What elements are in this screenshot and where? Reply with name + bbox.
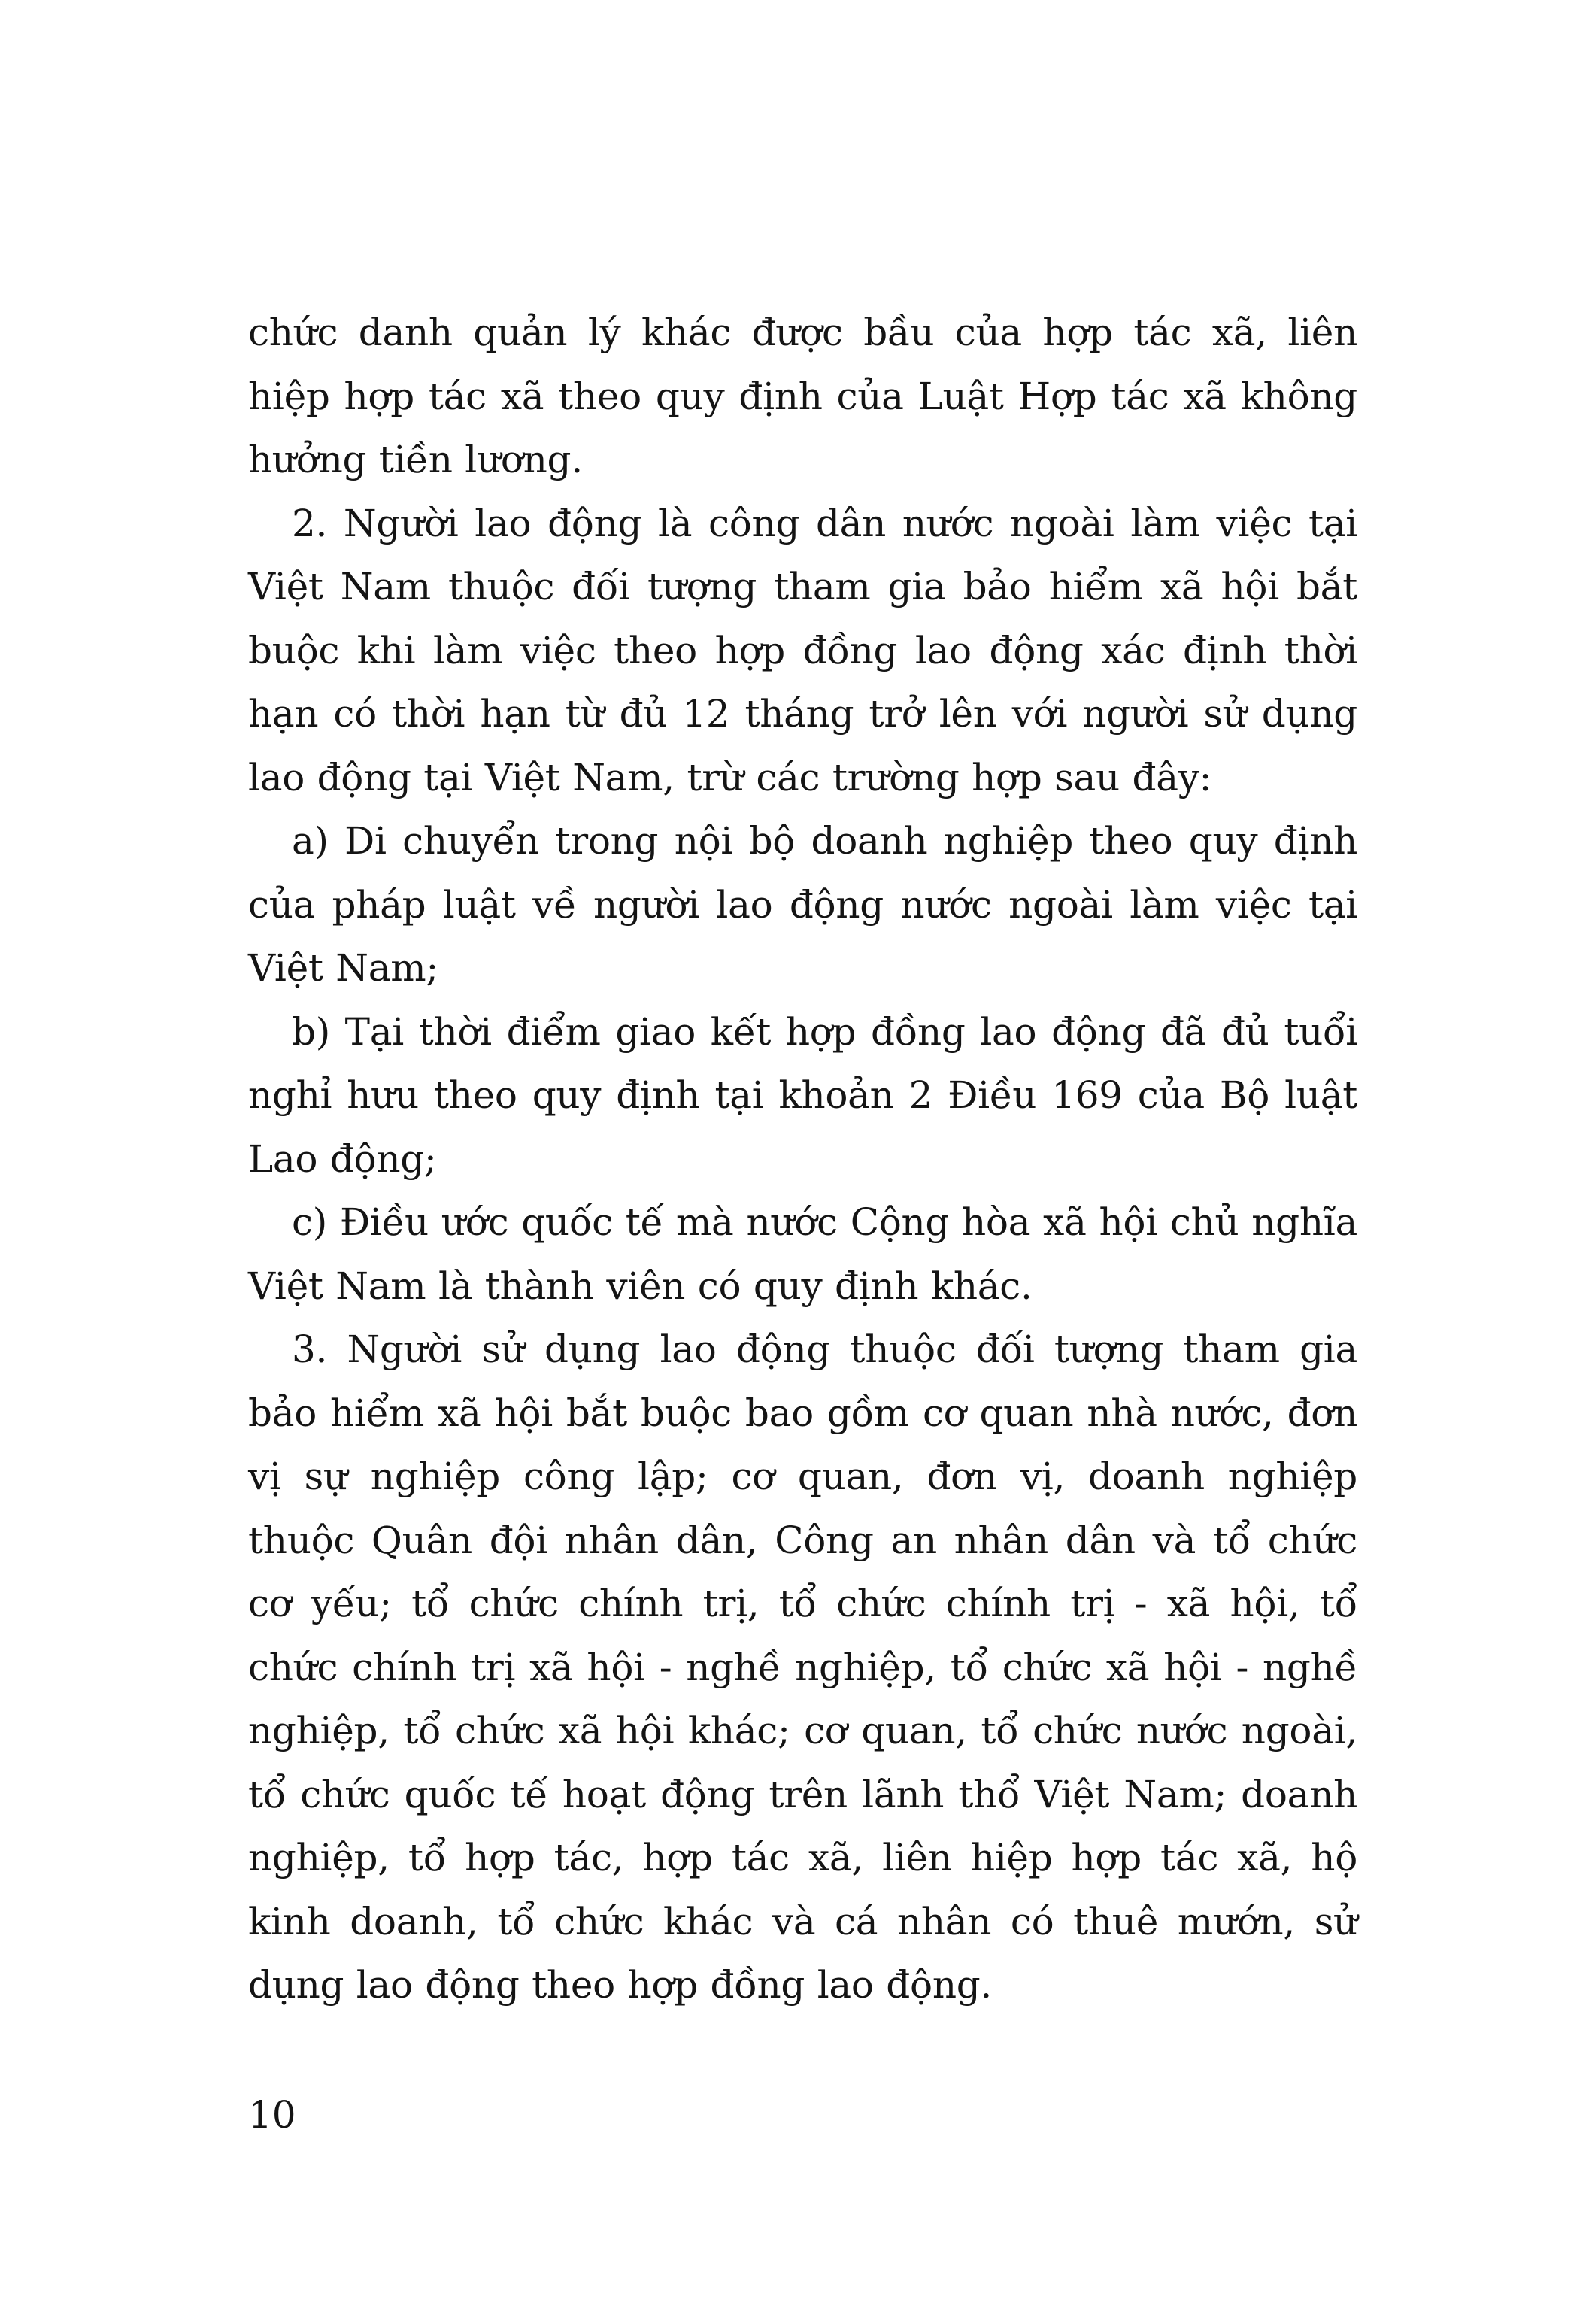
paragraph-clause-2c: c) Điều ước quốc tế mà nước Cộng hòa xã hội chủ nghĩa Việt Nam là thành viên có quy định khác. (248, 1200, 1357, 1308)
paragraph-continuation: chức danh quản lý khác được bầu của hợp tác xã, liên hiệp hợp tác xã theo quy định của Luật Hợp tác xã không hưởng tiền lương. (248, 311, 1357, 481)
paragraph-clause-3: 3. Người sử dụng lao động thuộc đối tượng tham gia bảo hiểm xã hội bắt buộc bao gồm cơ quan nhà nước, đơn vị sự nghiệp công lập; cơ quan, đơn vị, doanh nghiệp thuộc Quân đội nhân dân, Công an nhân dân và tổ chức cơ yếu; tổ chức chính trị, tổ chức chính trị - xã hội, tổ chức chính trị xã hội - nghề nghiệp, tổ chức xã hội - nghề nghiệp, tổ chức xã hội khác; cơ quan, tổ chức nước ngoài, tổ chức quốc tế hoạt động trên lãnh thổ Việt Nam; doanh nghiệp, tổ hợp tác, hợp tác xã, liên hiệp hợp tác xã, hộ kinh doanh, tổ chức khác và cá nhân có thuê mướn, sử dụng lao động theo hợp đồng lao động. (248, 1327, 1357, 2007)
paragraph-clause-2b: b) Tại thời điểm giao kết hợp đồng lao động đã đủ tuổi nghỉ hưu theo quy định tại khoản 2 Điều 169 của Bộ luật Lao động; (248, 1009, 1357, 1181)
paragraph-clause-2: 2. Người lao động là công dân nước ngoài làm việc tại Việt Nam thuộc đối tượng tham gia bảo hiểm xã hội bắt buộc khi làm việc theo hợp đồng lao động xác định thời hạn có thời hạn từ đủ 12 tháng trở lên với người sử dụng lao động tại Việt Nam, trừ các trường hợp sau đây: (248, 501, 1357, 799)
page-body (248, 301, 1357, 2017)
paragraph-clause-2a: a) Di chuyển trong nội bộ doanh nghiệp theo quy định của pháp luật về người lao động nước ngoài làm việc tại Việt Nam; (248, 819, 1357, 990)
page-number: 10 (248, 2093, 296, 2137)
